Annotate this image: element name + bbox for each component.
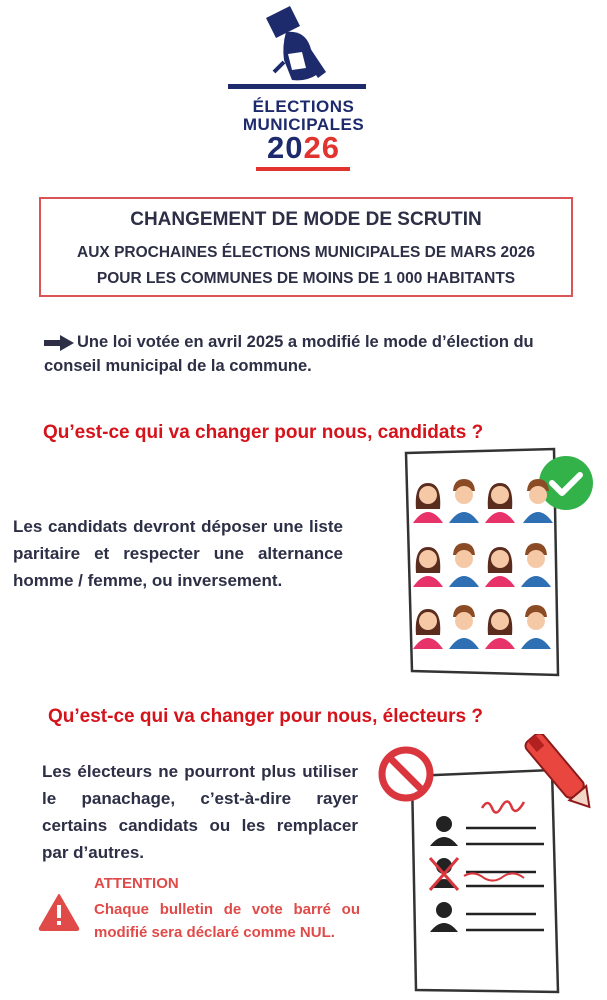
intro-paragraph	[44, 330, 584, 378]
elections-logo	[0, 0, 607, 180]
voters-paragraph: Les électeurs ne pourront plus utiliser le panachage, c’est-à-dire rayer certains candidats ou les remplacer par d’autres.	[42, 762, 358, 862]
warning-title: ATTENTION	[94, 875, 179, 892]
candidates-paragraph: Les candidats devront déposer une liste paritaire et respecter une alternance homme / femme, ou inversement.	[13, 517, 343, 590]
logo-year	[0, 130, 607, 166]
intro-text: Une loi votée en avril 2025 a modifié le mode d’élection du conseil municipal de la commune.	[44, 333, 534, 375]
candidate-list-checked-icon	[398, 447, 604, 679]
warning-triangle-icon	[38, 893, 80, 931]
ballot-crossed-out-icon	[372, 734, 602, 996]
logo-title-line2: MUNICIPALES	[242, 115, 365, 134]
logo-year-part2: 26	[303, 130, 340, 165]
ballot-box-vote-icon	[226, 2, 366, 90]
subtitle-line1: AUX PROCHAINES ÉLECTIONS MUNICIPALES DE MARS 2026	[77, 244, 535, 261]
warning-text: Chaque bulletin de vote barré ou modifié sera déclaré comme NUL.	[94, 901, 360, 941]
page-title: CHANGEMENT DE MODE DE SCRUTIN	[130, 209, 482, 230]
logo-title-line1: ÉLECTIONS	[252, 97, 355, 116]
voters-section-title: Qu’est-ce qui va changer pour nous, électeurs ?	[48, 706, 483, 727]
title-box	[39, 197, 573, 297]
subtitle-line2: POUR LES COMMUNES DE MOINS DE 1 000 HABITANTS	[96, 270, 516, 287]
arrow-right-icon	[44, 335, 74, 351]
candidates-section-title: Qu’est-ce qui va changer pour nous, candidats ?	[43, 422, 484, 443]
logo-year-part1: 20	[267, 130, 304, 165]
